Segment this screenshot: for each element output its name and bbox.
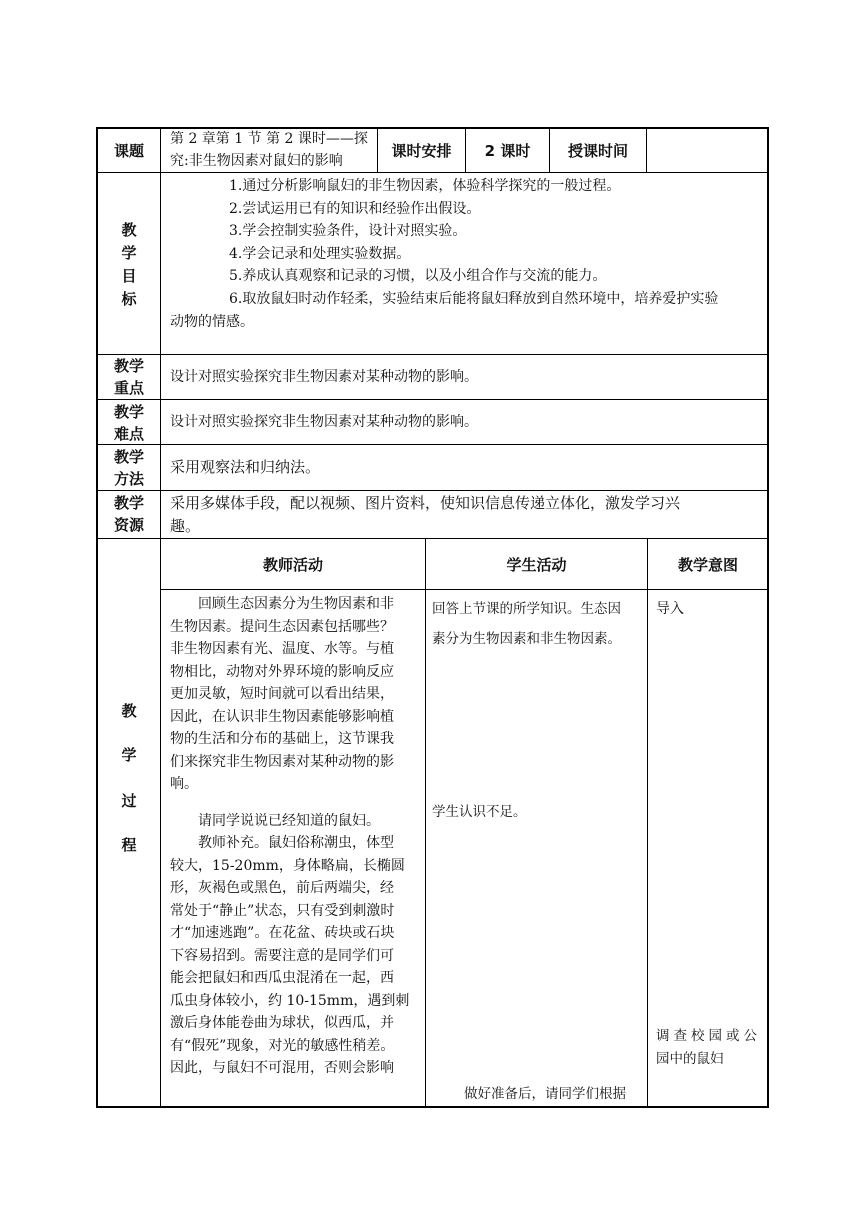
- student-activity-2: 学生认识不足。: [432, 804, 527, 820]
- row-rule: [96, 354, 769, 355]
- resources-line-2: 趣。: [170, 517, 201, 535]
- topic-line-2: 究:非生物因素对鼠妇的影响: [170, 153, 343, 169]
- teacher-activity-text: [170, 593, 422, 1080]
- teacher-line: 能会把鼠妇和西瓜虫混淆在一起，西: [170, 970, 394, 986]
- header-col-rule: [646, 127, 647, 173]
- teacher-line: 激后身体能卷曲为球状，似西瓜，并: [170, 1015, 394, 1031]
- teaching-time-label: 授课时间: [567, 142, 628, 160]
- difficulty-label: 难点: [113, 425, 144, 443]
- process-col-rule: [647, 538, 648, 1108]
- process-label-char: 程: [121, 836, 137, 854]
- teacher-line: 更加灵敏，短时间就可以看出结果，: [170, 686, 394, 702]
- method-text: 采用观察法和归纳法。: [170, 458, 321, 476]
- teacher-line: 因此，与鼠妇不可混用，否则会影响: [170, 1060, 394, 1076]
- resources-label: 资源: [113, 516, 144, 534]
- teacher-line: 非生物因素有光、温度、水等。与植: [170, 641, 394, 657]
- difficulty-label: 教学: [113, 403, 144, 421]
- teacher-line: 生物因素。提问生态因素包括哪些？: [170, 618, 394, 635]
- objective-item: 2.尝试运用已有的知识和经验作出假设。: [229, 201, 481, 217]
- teacher-line: 们来探究非生物因素对某种动物的影: [170, 753, 394, 770]
- teacher-line: 因此，在认识非生物因素能够影响植: [170, 708, 394, 725]
- table-border-bottom: [96, 1106, 769, 1108]
- objective-item: 5.养成认真观察和记录的习惯，以及小组合作与交流的能力。: [229, 268, 607, 284]
- teacher-line-blank: [170, 796, 422, 810]
- teacher-line: 响。: [170, 776, 198, 792]
- row-rule: [96, 399, 769, 400]
- teacher-line: 较大，15-20mm，身体略扁，长椭圆: [170, 857, 405, 874]
- process-col-rule: [425, 538, 426, 1108]
- method-label: 教学: [113, 448, 144, 466]
- difficulty-text: 设计对照实验探究非生物因素对某种动物的影响。: [170, 414, 478, 430]
- teacher-line: 下容易招到。需要注意的是同学们可: [170, 947, 394, 964]
- teacher-activity-header: 教师活动: [262, 556, 323, 574]
- teaching-intent-2-line-2: 园中的鼠妇: [656, 1051, 724, 1067]
- schedule-label: 课时安排: [391, 142, 452, 160]
- schedule-value: 2 课时: [484, 142, 531, 160]
- student-activity-3: 做好准备后，请同学们根据: [464, 1086, 626, 1102]
- process-label-char: 教: [121, 702, 137, 720]
- objective-item: 4.学会记录和处理实验数据。: [229, 246, 411, 262]
- teacher-line: 有“假死”现象，对光的敏感性稍差。: [170, 1037, 395, 1054]
- student-activity-header: 学生活动: [506, 556, 567, 574]
- objective-item: 3.学会控制实验条件，设计对照实验。: [229, 223, 467, 239]
- teacher-line: 教师补充。鼠妇俗称潮虫，体型: [170, 835, 394, 851]
- resources-label: 教学: [113, 494, 144, 512]
- teacher-line: 回顾生态因素分为生物因素和非: [170, 596, 394, 612]
- teacher-line: 常处于“静止”状态，只有受到刺激时: [170, 902, 395, 919]
- teacher-line: 形，灰褐色或黑色，前后两端尖，经: [170, 880, 394, 896]
- row-rule: [96, 172, 769, 173]
- process-label-char: 过: [121, 792, 137, 810]
- objectives-label-char: 目: [121, 267, 137, 285]
- teacher-line: 瓜虫身体较小，约 10-15mm，遇到刺: [170, 992, 410, 1009]
- label-column-rule: [160, 127, 161, 1108]
- process-header-rule: [160, 589, 769, 590]
- key-point-text: 设计对照实验探究非生物因素对某种动物的影响。: [170, 369, 478, 385]
- teaching-intent-header: 教学意图: [677, 556, 738, 574]
- topic-label: 课题: [113, 142, 144, 160]
- topic-line-1: 第 2 章第 1 节 第 2 课时——探: [170, 131, 368, 147]
- teacher-line: 请同学说说已经知道的鼠妇。: [170, 812, 380, 829]
- objectives-label-char: 学: [121, 244, 137, 262]
- student-activity-1-line-1: 回答上节课的所学知识。生态因: [432, 601, 621, 617]
- table-border-right: [767, 127, 769, 1108]
- objectives-label-char: 标: [121, 290, 137, 308]
- key-point-label: 教学: [113, 357, 144, 375]
- teacher-line: 才“加速逃跑”。在花盆、砖块或石块: [170, 925, 395, 941]
- row-rule: [96, 490, 769, 491]
- objective-item: 6.取放鼠妇时动作轻柔，实验结束后能将鼠妇释放到自然环境中，培养爱护实验: [229, 291, 719, 307]
- key-point-label: 重点: [113, 379, 144, 397]
- row-rule: [96, 444, 769, 445]
- objective-item: 1.通过分析影响鼠妇的非生物因素，体验科学探究的一般过程。: [229, 178, 621, 194]
- teaching-intent-1: 导入: [656, 601, 684, 617]
- row-rule: [96, 538, 769, 539]
- student-activity-1-line-2: 素分为生物因素和非生物因素。: [432, 631, 621, 647]
- teacher-line: 物相比，动物对外界环境的影响反应: [170, 663, 394, 680]
- objective-item: 动物的情感。: [170, 314, 254, 330]
- objectives-label-char: 教: [121, 221, 137, 239]
- resources-line-1: 采用多媒体手段，配以视频、图片资料，使知识信息传递立体化，激发学习兴: [170, 494, 681, 512]
- method-label: 方法: [113, 470, 144, 488]
- process-label-char: 学: [121, 746, 137, 764]
- teaching-intent-2-line-1: 调查校园或公: [656, 1028, 761, 1044]
- teacher-line: 物的生活和分布的基础上，这节课我: [170, 731, 394, 747]
